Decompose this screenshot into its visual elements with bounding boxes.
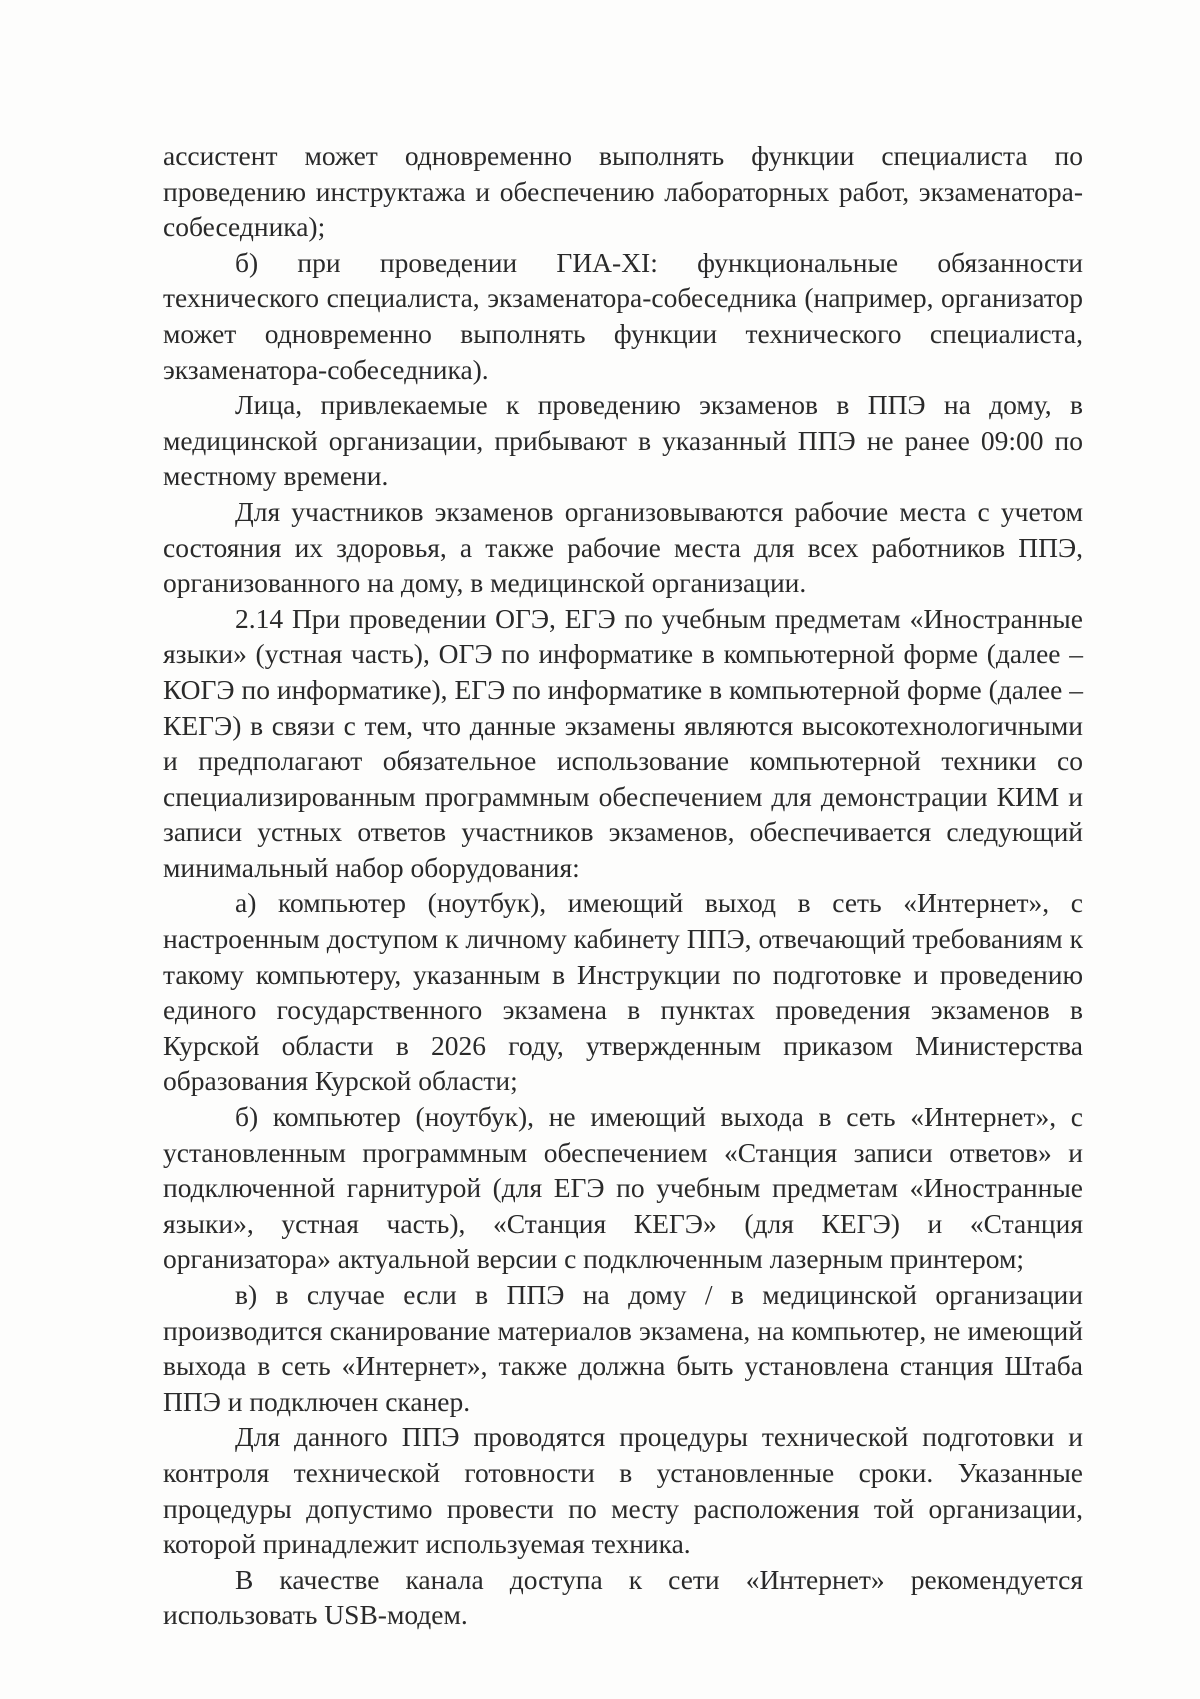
paragraph-assistant-functions: ассистент может одновременно выполнять функции специалиста по проведению инструктажа и обеспечению лабораторных работ, экзаменатора-собеседника); [163,140,1083,243]
paragraph-arrival-time: Лица, привлекаемые к проведению экзаменов в ППЭ на дому, в медицинской организации, прибывают в указанный ППЭ не ранее 09:00 по местному времени. [163,389,1083,492]
paragraph-technical-preparation: Для данного ППЭ проводятся процедуры технической подготовки и контроля технической готовности в установленные сроки. Указанные процедуры допустимо провести по месту расположения той организации, которой принадлежит используемая техника. [163,1421,1083,1560]
paragraph-2-14-equipment: 2.14 При проведении ОГЭ, ЕГЭ по учебным предметам «Иностранные языки» (устная часть), ОГЭ по информатике в компьютерной форме (далее – КОГЭ по информатике), ЕГЭ по информатике в компьютерной форме (далее – КЕГЭ) в связи с тем, что данные экзамены являются высокотехнологичными и предполагают обязательное использование компьютерной техники со специализированным программным обеспечением для демонстрации КИМ и записи устных ответов участников экзаменов, обеспечивается следующий минимальный набор оборудования: [163,602,1083,883]
paragraph-item-v-scanning: в) в случае если в ППЭ на дому / в медицинской организации производится сканирование материалов экзамена, на компьютер, не имеющий выхода в сеть «Интернет», также должна быть установлена станция Штаба ППЭ и подключен сканер. [163,1279,1083,1417]
paragraph-gia-xi-duties: б) при проведении ГИА-XI: функциональные обязанности технического специалиста, экзаменатора-собеседника (например, организатор может одновременно выполнять функции технического специалиста, экзаменатора-собеседника). [163,246,1083,385]
paragraph-workplaces: Для участников экзаменов организовываются рабочие места с учетом состояния их здоровья, а также рабочие места для всех работников ППЭ, организованного на дому, в медицинской организации. [163,495,1083,599]
document-body [163,138,1083,1633]
paragraph-usb-modem: В качестве канала доступа к сети «Интернет» рекомендуется использовать USB-модем. [163,1563,1083,1631]
paragraph-item-a-computer-internet: а) компьютер (ноутбук), имеющий выход в сеть «Интернет», с настроенным доступом к личному кабинету ППЭ, отвечающий требованиям к такому компьютеру, указанным в Инструкции по подготовке и проведению единого государственного экзамена в пунктах проведения экзаменов в Курской области в 2026 году, утвержденным приказом Министерства образования Курской области; [163,887,1083,1097]
paragraph-item-b-computer-offline: б) компьютер (ноутбук), не имеющий выхода в сеть «Интернет», с установленным программным обеспечением «Станция записи ответов» и подключенной гарнитурой (для ЕГЭ по учебным предметам «Иностранные языки», устная часть), «Станция КЕГЭ» (для КЕГЭ) и «Станция организатора» актуальной версии с подключенным лазерным принтером; [163,1101,1083,1275]
